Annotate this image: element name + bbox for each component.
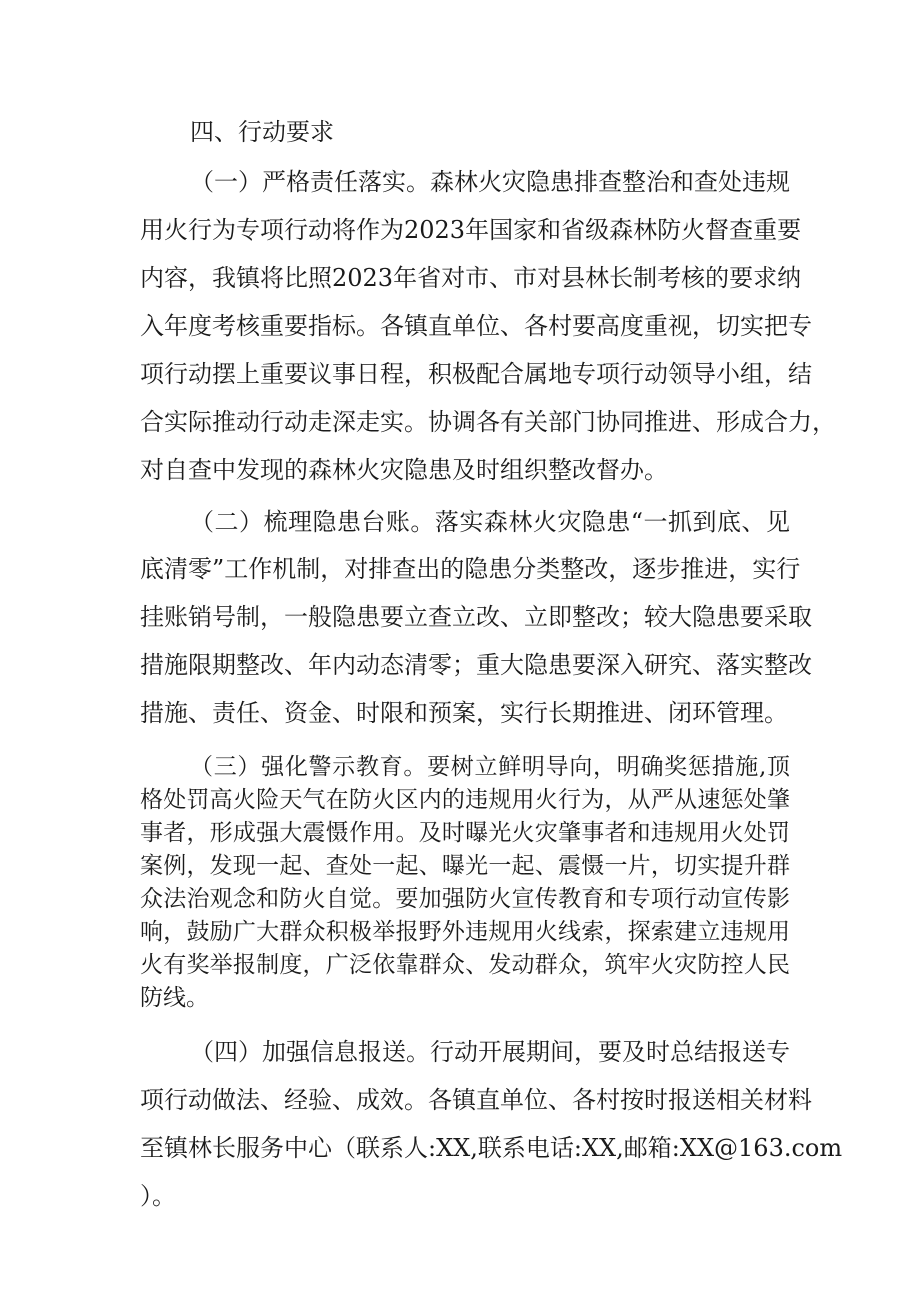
- paragraph-2-line-2: 底清零”工作机制，对排查出的隐患分类整改，逐步推进，实行: [140, 555, 801, 583]
- paragraph-1-line-2: 用火行为专项行动将作为2023年国家和省级森林防火督查重要: [140, 216, 802, 244]
- paragraph-3-line-7: 火有奖举报制度，广泛依靠群众、发动群众，筑牢火灾防控人民: [140, 952, 790, 978]
- paragraph-2-line-5: 措施、责任、资金、时限和预案，实行长期推进、闭环管理。: [140, 699, 788, 727]
- paragraph-4-line-4: ）。: [140, 1182, 176, 1210]
- paragraph-4-line-2: 项行动做法、经验、成效。各镇直单位、各村按时报送相关材料: [140, 1086, 812, 1114]
- paragraph-3-line-8: 防线。: [140, 985, 209, 1011]
- paragraph-3-line-4: 案例，发现一起、查处一起、曝光一起、震慑一片，切实提升群: [140, 853, 790, 879]
- paragraph-2-line-4: 措施限期整改、年内动态清零；重大隐患要深入研究、落实整改: [140, 651, 812, 679]
- paragraph-1-line-7: 对自查中发现的森林火灾隐患及时组织整改督办。: [140, 456, 668, 484]
- paragraph-1-line-5: 项行动摆上重要议事日程，积极配合属地专项行动领导小组，结: [140, 360, 812, 388]
- paragraph-3-line-6: 响，鼓励广大群众积极举报野外违规用火线索，探索建立违规用: [140, 919, 790, 945]
- paragraph-2-line-1: （二）梳理隐患台账。落实森林火灾隐患“一抓到底、见: [190, 508, 790, 536]
- paragraph-4-line-1: （四）加强信息报送。行动开展期间，要及时总结报送专: [190, 1038, 790, 1066]
- paragraph-3-line-5: 众法治观念和防火自觉。要加强防火宣传教育和专项行动宣传影: [140, 886, 790, 912]
- paragraph-4-line-3: 至镇林长服务中心（联系人:XX,联系电话:XX,邮箱:XX@163.com: [140, 1134, 843, 1162]
- paragraph-1-line-4: 入年度考核重要指标。各镇直单位、各村要高度重视，切实把专: [140, 312, 812, 340]
- paragraph-3-line-3: 事者，形成强大震慑作用。及时曝光火灾肇事者和违规用火处罚: [140, 820, 790, 846]
- paragraph-3-line-1: （三）强化警示教育。要树立鲜明导向，明确奖惩措施,顶: [190, 754, 790, 780]
- paragraph-1-line-6: 合实际推动行动走深走实。协调各有关部门协同推进、形成合力，: [140, 408, 836, 436]
- paragraph-1-line-3: 内容，我镇将比照2023年省对市、市对县林长制考核的要求纳: [140, 264, 802, 292]
- section-heading: 四、行动要求: [190, 118, 334, 146]
- paragraph-3-line-2: 格处罚高火险天气在防火区内的违规用火行为，从严从速惩处肇: [140, 787, 790, 813]
- paragraph-2-line-3: 挂账销号制，一般隐患要立查立改、立即整改；较大隐患要采取: [140, 603, 812, 631]
- paragraph-1-line-1: （一）严格责任落实。森林火灾隐患排查整治和查处违规: [190, 168, 790, 196]
